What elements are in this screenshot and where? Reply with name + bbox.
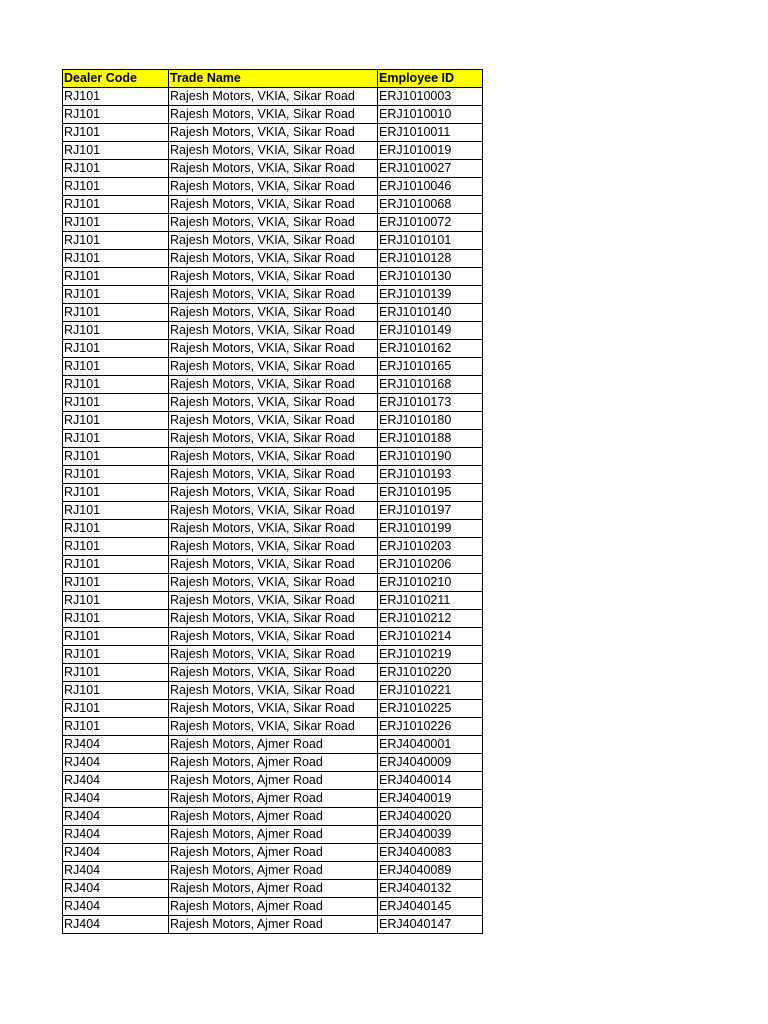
dealer-code-cell[interactable]: RJ404 (63, 772, 169, 790)
employee-id-cell[interactable]: ERJ1010019 (378, 142, 483, 160)
table-body (63, 88, 483, 934)
employee-id-cell[interactable]: ERJ1010165 (378, 358, 483, 376)
trade-name-cell[interactable]: Rajesh Motors, VKIA, Sikar Road (169, 160, 378, 178)
trade-name-cell[interactable]: Rajesh Motors, VKIA, Sikar Road (169, 412, 378, 430)
dealer-code-cell[interactable]: RJ101 (63, 664, 169, 682)
employee-id-cell[interactable]: ERJ1010226 (378, 718, 483, 736)
trade-name-cell[interactable]: Rajesh Motors, Ajmer Road (169, 754, 378, 772)
employee-id-cell[interactable]: ERJ1010197 (378, 502, 483, 520)
dealer-code-cell[interactable]: RJ101 (63, 196, 169, 214)
dealer-code-cell[interactable]: RJ101 (63, 502, 169, 520)
employee-id-cell[interactable]: ERJ4040020 (378, 808, 483, 826)
employee-id-cell[interactable]: ERJ1010193 (378, 466, 483, 484)
table-row (63, 808, 483, 826)
employee-id-cell[interactable]: ERJ1010168 (378, 376, 483, 394)
dealer-code-cell[interactable]: RJ101 (63, 142, 169, 160)
trade-name-cell[interactable]: Rajesh Motors, VKIA, Sikar Road (169, 322, 378, 340)
dealer-code-cell[interactable]: RJ404 (63, 898, 169, 916)
dealer-code-cell[interactable]: RJ101 (63, 340, 169, 358)
employee-id-cell[interactable]: ERJ1010210 (378, 574, 483, 592)
employee-id-cell[interactable]: ERJ1010139 (378, 286, 483, 304)
table-row (63, 880, 483, 898)
table-row (63, 826, 483, 844)
trade-name-cell[interactable]: Rajesh Motors, Ajmer Road (169, 916, 378, 934)
dealer-code-cell[interactable]: RJ404 (63, 880, 169, 898)
dealer-code-cell[interactable]: RJ101 (63, 88, 169, 106)
table-row (63, 304, 483, 322)
employee-id-cell[interactable]: ERJ1010212 (378, 610, 483, 628)
employee-table (62, 69, 483, 934)
dealer-code-cell[interactable]: RJ101 (63, 592, 169, 610)
employee-id-cell[interactable]: ERJ1010011 (378, 124, 483, 142)
employee-id-cell[interactable]: ERJ1010046 (378, 178, 483, 196)
employee-id-cell[interactable]: ERJ4040089 (378, 862, 483, 880)
trade-name-cell[interactable]: Rajesh Motors, VKIA, Sikar Road (169, 178, 378, 196)
employee-id-cell[interactable]: ERJ1010130 (378, 268, 483, 286)
employee-id-cell[interactable]: ERJ1010180 (378, 412, 483, 430)
employee-id-cell[interactable]: ERJ4040083 (378, 844, 483, 862)
table-row (63, 862, 483, 880)
table-row (63, 790, 483, 808)
trade-name-cell[interactable]: Rajesh Motors, VKIA, Sikar Road (169, 682, 378, 700)
trade-name-cell[interactable]: Rajesh Motors, VKIA, Sikar Road (169, 718, 378, 736)
employee-id-cell[interactable]: ERJ4040001 (378, 736, 483, 754)
trade-name-cell[interactable]: Rajesh Motors, VKIA, Sikar Road (169, 250, 378, 268)
table-row (63, 502, 483, 520)
table-row (63, 466, 483, 484)
employee-id-cell[interactable]: ERJ1010140 (378, 304, 483, 322)
table-row (63, 916, 483, 934)
employee-id-cell[interactable]: ERJ1010072 (378, 214, 483, 232)
trade-name-cell[interactable]: Rajesh Motors, VKIA, Sikar Road (169, 358, 378, 376)
table-row (63, 646, 483, 664)
table-row (63, 250, 483, 268)
trade-name-cell[interactable]: Rajesh Motors, VKIA, Sikar Road (169, 538, 378, 556)
header-employee-id[interactable]: Employee ID (378, 70, 483, 88)
dealer-code-cell[interactable]: RJ101 (63, 376, 169, 394)
employee-id-cell[interactable]: ERJ1010199 (378, 520, 483, 538)
dealer-code-cell[interactable]: RJ101 (63, 700, 169, 718)
table-row (63, 772, 483, 790)
table-row (63, 322, 483, 340)
table-row (63, 214, 483, 232)
trade-name-cell[interactable]: Rajesh Motors, Ajmer Road (169, 772, 378, 790)
dealer-code-cell[interactable]: RJ101 (63, 574, 169, 592)
dealer-code-cell[interactable]: RJ101 (63, 718, 169, 736)
trade-name-cell[interactable]: Rajesh Motors, VKIA, Sikar Road (169, 664, 378, 682)
dealer-code-cell[interactable]: RJ101 (63, 628, 169, 646)
table-row (63, 664, 483, 682)
employee-id-cell[interactable]: ERJ4040009 (378, 754, 483, 772)
dealer-code-cell[interactable]: RJ101 (63, 160, 169, 178)
trade-name-cell[interactable]: Rajesh Motors, Ajmer Road (169, 790, 378, 808)
table-row (63, 538, 483, 556)
table-row (63, 754, 483, 772)
dealer-code-cell[interactable]: RJ101 (63, 178, 169, 196)
table-row (63, 232, 483, 250)
trade-name-cell[interactable]: Rajesh Motors, VKIA, Sikar Road (169, 556, 378, 574)
table-row (63, 106, 483, 124)
trade-name-cell[interactable]: Rajesh Motors, VKIA, Sikar Road (169, 124, 378, 142)
trade-name-cell[interactable]: Rajesh Motors, VKIA, Sikar Road (169, 610, 378, 628)
dealer-code-cell[interactable]: RJ101 (63, 484, 169, 502)
trade-name-cell[interactable]: Rajesh Motors, VKIA, Sikar Road (169, 628, 378, 646)
trade-name-cell[interactable]: Rajesh Motors, Ajmer Road (169, 826, 378, 844)
trade-name-cell[interactable]: Rajesh Motors, Ajmer Road (169, 844, 378, 862)
table-row (63, 520, 483, 538)
table-row (63, 556, 483, 574)
dealer-code-cell[interactable]: RJ101 (63, 430, 169, 448)
dealer-code-cell[interactable]: RJ101 (63, 538, 169, 556)
table-row (63, 574, 483, 592)
table-row (63, 844, 483, 862)
dealer-code-cell[interactable]: RJ101 (63, 214, 169, 232)
table-row (63, 718, 483, 736)
dealer-code-cell[interactable]: RJ404 (63, 754, 169, 772)
trade-name-cell[interactable]: Rajesh Motors, Ajmer Road (169, 808, 378, 826)
table-row (63, 358, 483, 376)
table-row (63, 142, 483, 160)
dealer-code-cell[interactable]: RJ101 (63, 358, 169, 376)
trade-name-cell[interactable]: Rajesh Motors, Ajmer Road (169, 880, 378, 898)
employee-id-cell[interactable]: ERJ1010149 (378, 322, 483, 340)
trade-name-cell[interactable]: Rajesh Motors, VKIA, Sikar Road (169, 466, 378, 484)
dealer-code-cell[interactable]: RJ101 (63, 610, 169, 628)
employee-id-cell[interactable]: ERJ1010221 (378, 682, 483, 700)
header-row (63, 70, 483, 88)
dealer-code-cell[interactable]: RJ404 (63, 808, 169, 826)
dealer-code-cell[interactable]: RJ404 (63, 736, 169, 754)
employee-id-cell[interactable]: ERJ4040145 (378, 898, 483, 916)
trade-name-cell[interactable]: Rajesh Motors, VKIA, Sikar Road (169, 106, 378, 124)
trade-name-cell[interactable]: Rajesh Motors, VKIA, Sikar Road (169, 340, 378, 358)
employee-id-cell[interactable]: ERJ1010173 (378, 394, 483, 412)
employee-id-cell[interactable]: ERJ4040132 (378, 880, 483, 898)
employee-id-cell[interactable]: ERJ1010211 (378, 592, 483, 610)
table-row (63, 430, 483, 448)
employee-id-cell[interactable]: ERJ1010225 (378, 700, 483, 718)
trade-name-cell[interactable]: Rajesh Motors, VKIA, Sikar Road (169, 232, 378, 250)
dealer-code-cell[interactable]: RJ101 (63, 106, 169, 124)
employee-id-cell[interactable]: ERJ1010003 (378, 88, 483, 106)
table-row (63, 736, 483, 754)
table-row (63, 124, 483, 142)
employee-id-cell[interactable]: ERJ1010190 (378, 448, 483, 466)
employee-id-cell[interactable]: ERJ1010162 (378, 340, 483, 358)
employee-id-cell[interactable]: ERJ1010027 (378, 160, 483, 178)
employee-id-cell[interactable]: ERJ1010219 (378, 646, 483, 664)
table-row (63, 160, 483, 178)
table-row (63, 610, 483, 628)
trade-name-cell[interactable]: Rajesh Motors, VKIA, Sikar Road (169, 484, 378, 502)
table-row (63, 394, 483, 412)
trade-name-cell[interactable]: Rajesh Motors, Ajmer Road (169, 898, 378, 916)
dealer-code-cell[interactable]: RJ101 (63, 268, 169, 286)
employee-id-cell[interactable]: ERJ1010220 (378, 664, 483, 682)
table-row (63, 484, 483, 502)
trade-name-cell[interactable]: Rajesh Motors, VKIA, Sikar Road (169, 88, 378, 106)
trade-name-cell[interactable]: Rajesh Motors, Ajmer Road (169, 736, 378, 754)
employee-id-cell[interactable]: ERJ4040147 (378, 916, 483, 934)
employee-id-cell[interactable]: ERJ1010214 (378, 628, 483, 646)
table-row (63, 178, 483, 196)
dealer-code-cell[interactable]: RJ101 (63, 682, 169, 700)
employee-id-cell[interactable]: ERJ1010068 (378, 196, 483, 214)
trade-name-cell[interactable]: Rajesh Motors, VKIA, Sikar Road (169, 286, 378, 304)
trade-name-cell[interactable]: Rajesh Motors, VKIA, Sikar Road (169, 196, 378, 214)
dealer-code-cell[interactable]: RJ404 (63, 790, 169, 808)
table-row (63, 412, 483, 430)
table-row (63, 286, 483, 304)
dealer-code-cell[interactable]: RJ101 (63, 124, 169, 142)
trade-name-cell[interactable]: Rajesh Motors, VKIA, Sikar Road (169, 142, 378, 160)
trade-name-cell[interactable]: Rajesh Motors, VKIA, Sikar Road (169, 394, 378, 412)
table-row (63, 340, 483, 358)
dealer-code-cell[interactable]: RJ404 (63, 844, 169, 862)
dealer-code-cell[interactable]: RJ101 (63, 448, 169, 466)
trade-name-cell[interactable]: Rajesh Motors, Ajmer Road (169, 862, 378, 880)
employee-id-cell[interactable]: ERJ1010188 (378, 430, 483, 448)
table-row (63, 700, 483, 718)
dealer-code-cell[interactable]: RJ101 (63, 286, 169, 304)
trade-name-cell[interactable]: Rajesh Motors, VKIA, Sikar Road (169, 520, 378, 538)
trade-name-cell[interactable]: Rajesh Motors, VKIA, Sikar Road (169, 376, 378, 394)
dealer-code-cell[interactable]: RJ101 (63, 466, 169, 484)
trade-name-cell[interactable]: Rajesh Motors, VKIA, Sikar Road (169, 574, 378, 592)
employee-id-cell[interactable]: ERJ1010101 (378, 232, 483, 250)
dealer-code-cell[interactable]: RJ101 (63, 250, 169, 268)
dealer-code-cell[interactable]: RJ404 (63, 862, 169, 880)
trade-name-cell[interactable]: Rajesh Motors, VKIA, Sikar Road (169, 592, 378, 610)
table-row (63, 88, 483, 106)
table-row (63, 376, 483, 394)
dealer-code-cell[interactable]: RJ101 (63, 556, 169, 574)
trade-name-cell[interactable]: Rajesh Motors, VKIA, Sikar Road (169, 646, 378, 664)
employee-id-cell[interactable]: ERJ4040039 (378, 826, 483, 844)
dealer-code-cell[interactable]: RJ101 (63, 322, 169, 340)
dealer-code-cell[interactable]: RJ101 (63, 232, 169, 250)
employee-id-cell[interactable]: ERJ4040019 (378, 790, 483, 808)
trade-name-cell[interactable]: Rajesh Motors, VKIA, Sikar Road (169, 700, 378, 718)
dealer-code-cell[interactable]: RJ101 (63, 394, 169, 412)
header-trade-name[interactable]: Trade Name (169, 70, 378, 88)
table-row (63, 448, 483, 466)
trade-name-cell[interactable]: Rajesh Motors, VKIA, Sikar Road (169, 430, 378, 448)
table-row (63, 196, 483, 214)
employee-id-cell[interactable]: ERJ1010203 (378, 538, 483, 556)
trade-name-cell[interactable]: Rajesh Motors, VKIA, Sikar Road (169, 214, 378, 232)
trade-name-cell[interactable]: Rajesh Motors, VKIA, Sikar Road (169, 268, 378, 286)
dealer-code-cell[interactable]: RJ101 (63, 304, 169, 322)
table-row (63, 682, 483, 700)
table-row (63, 628, 483, 646)
table-row (63, 268, 483, 286)
table-row (63, 898, 483, 916)
employee-id-cell[interactable]: ERJ1010195 (378, 484, 483, 502)
trade-name-cell[interactable]: Rajesh Motors, VKIA, Sikar Road (169, 448, 378, 466)
dealer-code-cell[interactable]: RJ101 (63, 646, 169, 664)
employee-id-cell[interactable]: ERJ1010206 (378, 556, 483, 574)
employee-id-cell[interactable]: ERJ1010128 (378, 250, 483, 268)
table-row (63, 592, 483, 610)
employee-id-cell[interactable]: ERJ4040014 (378, 772, 483, 790)
dealer-code-cell[interactable]: RJ101 (63, 412, 169, 430)
dealer-code-cell[interactable]: RJ404 (63, 826, 169, 844)
dealer-code-cell[interactable]: RJ101 (63, 520, 169, 538)
employee-id-cell[interactable]: ERJ1010010 (378, 106, 483, 124)
trade-name-cell[interactable]: Rajesh Motors, VKIA, Sikar Road (169, 502, 378, 520)
dealer-code-cell[interactable]: RJ404 (63, 916, 169, 934)
header-dealer-code[interactable]: Dealer Code (63, 70, 169, 88)
trade-name-cell[interactable]: Rajesh Motors, VKIA, Sikar Road (169, 304, 378, 322)
